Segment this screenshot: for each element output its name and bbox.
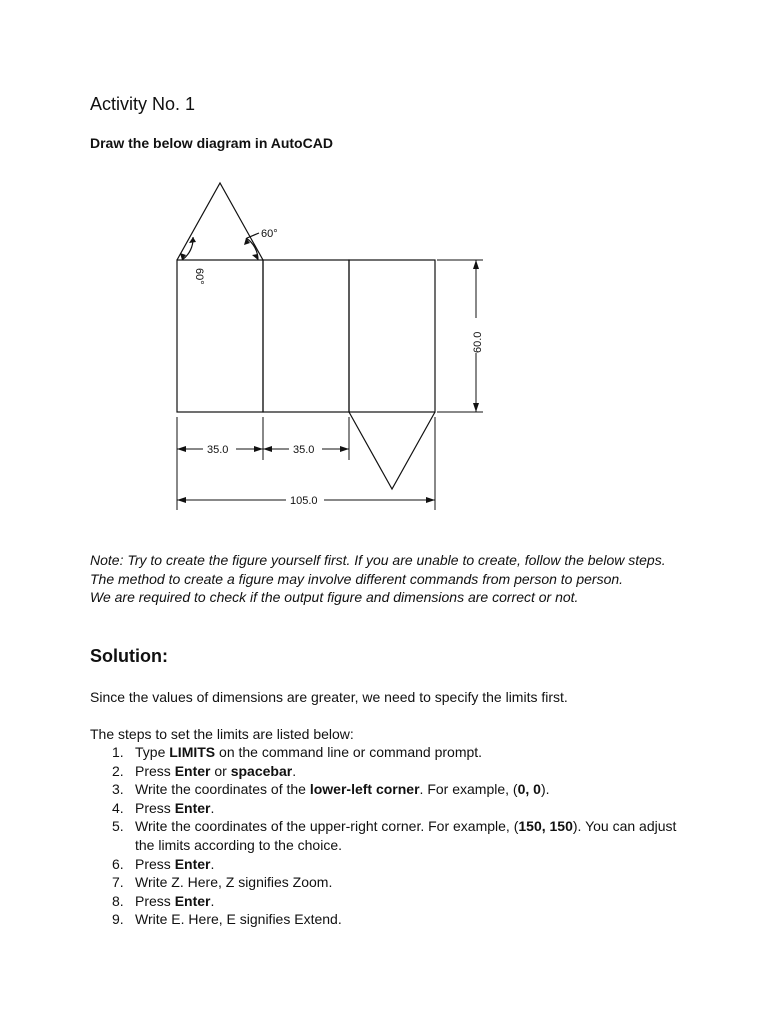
- step-text: Press: [135, 892, 175, 909]
- dim-middle-label: 35.0: [293, 444, 315, 456]
- step-number: 2.: [112, 762, 124, 779]
- step-emphasis: spacebar: [230, 762, 293, 779]
- dim-total-arrow-end: [426, 497, 435, 503]
- dim-height-arrow-top: [473, 260, 479, 269]
- step-text: .: [210, 892, 215, 909]
- arc-arrowhead-left: [189, 237, 196, 243]
- step-item: [90, 799, 690, 818]
- top-triangle: [177, 183, 263, 260]
- step-text: .: [292, 762, 297, 779]
- step-text: Press: [135, 855, 175, 872]
- step-emphasis: Enter: [174, 762, 211, 779]
- angle-label-side: 60°: [193, 268, 205, 285]
- step-emphasis: lower-left corner: [309, 781, 420, 798]
- bottom-triangle: [349, 412, 435, 489]
- instruction-text: Draw the below diagram in AutoCAD: [90, 135, 333, 151]
- step-item: [90, 743, 690, 762]
- note-block: [90, 551, 690, 607]
- arc-arrowhead-top-bottom: [252, 254, 258, 260]
- step-emphasis: LIMITS: [169, 744, 216, 760]
- step-text: .: [210, 855, 215, 872]
- steps-intro: The steps to set the limits are listed below:: [90, 726, 354, 742]
- step-text: ).: [540, 781, 550, 798]
- note-line: The method to create a figure may involve different commands from person to person.: [90, 570, 624, 587]
- step-text: Type: [135, 744, 170, 760]
- step-emphasis: Enter: [174, 892, 211, 909]
- step-emphasis: Enter: [174, 855, 211, 872]
- step-item: [90, 762, 690, 781]
- dim-height-arrow-bottom: [473, 403, 479, 412]
- step-text: . For example, (: [419, 781, 518, 798]
- step-item: [90, 780, 690, 799]
- step-emphasis: 150, 150: [518, 818, 573, 835]
- step-item: [90, 817, 690, 854]
- solution-heading: Solution:: [90, 646, 168, 666]
- dim-total-arrow-start: [177, 497, 186, 503]
- dim-total-label: 105.0: [290, 495, 318, 507]
- note-line: Note: Try to create the figure yourself first. If you are unable to create, follow the below steps.: [90, 552, 666, 568]
- step-number: 3.: [112, 781, 124, 798]
- step-text: on the command line or command prompt.: [215, 744, 483, 760]
- rectangle-middle: [263, 260, 349, 412]
- angle-label-top: 60°: [261, 228, 278, 240]
- step-text: Press: [135, 799, 175, 816]
- step-text: or: [210, 762, 231, 779]
- step-text: Write Z. Here, Z signifies Zoom.: [135, 874, 333, 891]
- step-emphasis: Enter: [174, 799, 211, 816]
- step-number: 6.: [112, 855, 124, 872]
- step-number: 1.: [112, 744, 124, 760]
- dim-left-label: 35.0: [207, 444, 229, 456]
- step-text: Write E. Here, E signifies Extend.: [135, 911, 342, 928]
- step-item: [90, 855, 690, 874]
- dim-middle-arrow-end: [340, 446, 349, 452]
- dimension-width-parts: [177, 417, 349, 460]
- rectangle-left: [177, 260, 263, 412]
- dim-left-arrow-start: [177, 446, 186, 452]
- step-number: 4.: [112, 799, 124, 816]
- step-text: .: [210, 799, 215, 816]
- rectangle-right: [349, 260, 435, 412]
- steps-list: [90, 743, 690, 929]
- note-line: We are required to check if the output figure and dimensions are correct or not.: [90, 589, 579, 605]
- step-emphasis: 0, 0: [517, 781, 541, 798]
- dim-left-arrow-end: [254, 446, 263, 452]
- step-number: 5.: [112, 818, 124, 835]
- step-text: Write the coordinates of the upper-right corner. For example, (: [135, 818, 519, 835]
- step-text: Press: [135, 762, 175, 779]
- step-number: 8.: [112, 892, 124, 909]
- dim-middle-arrow-start: [263, 446, 272, 452]
- step-item: [90, 873, 690, 892]
- step-item: [90, 910, 690, 929]
- activity-title: Activity No. 1: [90, 94, 196, 114]
- step-number: 9.: [112, 911, 124, 928]
- autocad-diagram: [0, 170, 768, 520]
- step-number: 7.: [112, 874, 124, 891]
- intro-paragraph: Since the values of dimensions are greater, we need to specify the limits first.: [90, 689, 568, 705]
- step-text: ). You can adjust the limits according to the choice.: [135, 818, 677, 853]
- step-text: Write the coordinates of the: [135, 781, 310, 798]
- dim-height-label: 60.0: [472, 331, 484, 353]
- step-item: [90, 892, 690, 911]
